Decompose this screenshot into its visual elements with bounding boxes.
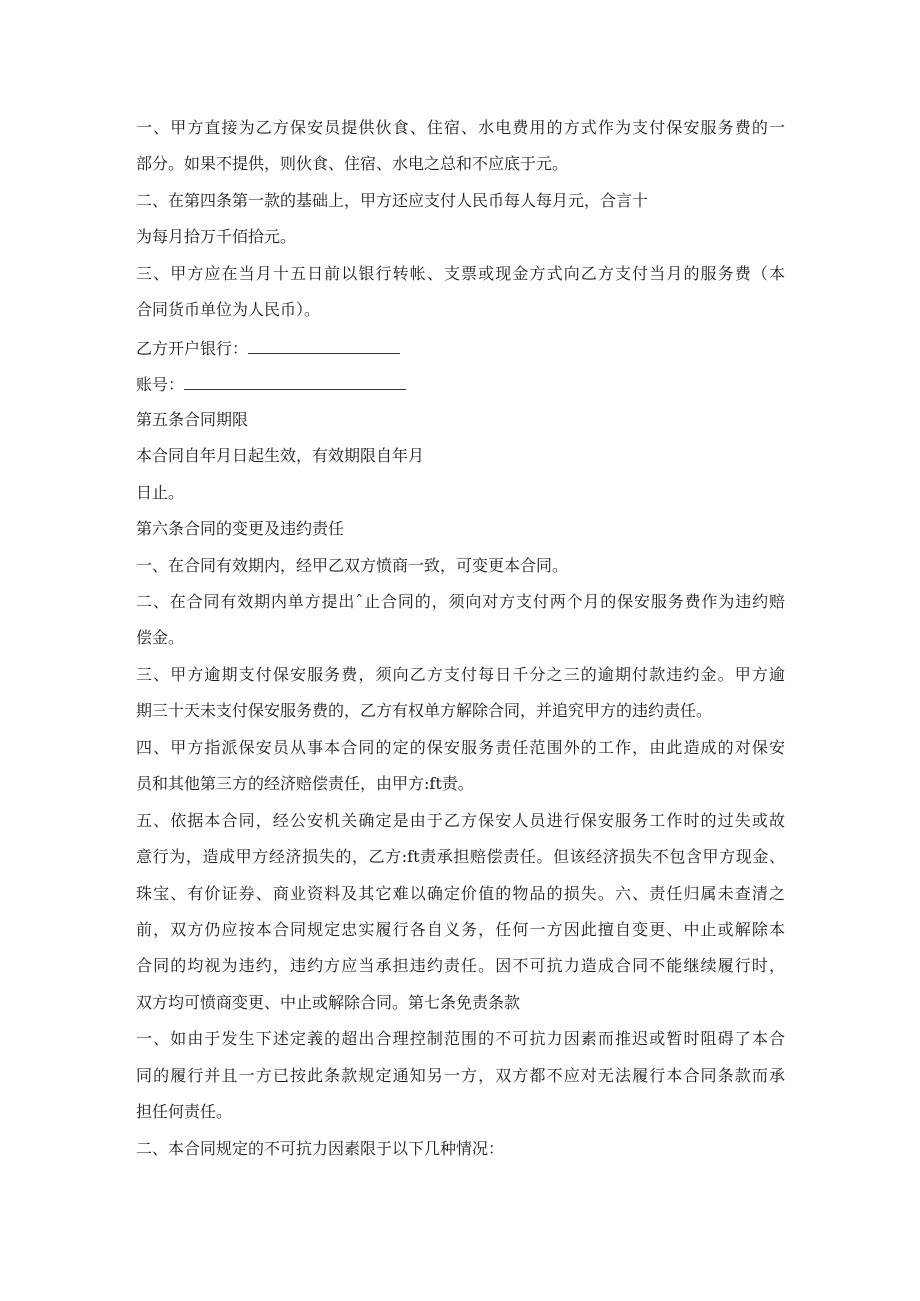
paragraph-line: 三、甲方逾期支付保安服务费，须向乙方支付每日千分之三的逾期付款违约金。甲方逾 (136, 665, 785, 684)
bank-field (136, 337, 400, 359)
paragraph-line: 一、在合同有效期内，经甲乙双方愤商一致，可变更本合同。 (136, 556, 569, 575)
paragraph-line: 一、甲方直接为乙方保安员提供伙食、住宿、水电费用的方式作为支付保安服务费的一 (136, 118, 785, 137)
paragraph-line: 同的履行并且一方已按此条款规定通知另一方，双方都不应对无法履行本合同条款而承 (136, 1066, 785, 1085)
bank-label: 乙方开户银行： (136, 339, 249, 358)
account-blank-line (184, 373, 406, 390)
paragraph-line: 珠宝、有价证券、商业资料及其它难以确定价值的物品的损失。六、责任归属未查清之 (136, 884, 785, 903)
paragraph-line: 前，双方仍应按本合同规定忠实履行各自义务，任何一方因此擅自变更、中止或解除本 (136, 920, 785, 939)
paragraph-line: 二、本合同规定的不可抗力因素限于以下几种情况： (136, 1139, 505, 1158)
paragraph-line: 一、如由于发生下述定義的超出合理控制范围的不可抗力因素而推迟或暂时阻碍了本合 (136, 1029, 785, 1048)
paragraph-line: 五、依据本合同，经公安机关确定是由于乙方保安人员进行保安服务工作时的过失或故 (136, 811, 785, 830)
paragraph-line: 偿金。 (136, 628, 185, 647)
paragraph-line: 双方均可愤商变更、中止或解除合同。第七条免责条款 (136, 993, 521, 1012)
paragraph-line: 合同货币单位为人民币）。 (136, 300, 321, 319)
bank-blank-line (248, 337, 400, 354)
paragraph-line: 为每月拾万千佰拾元。 (136, 227, 297, 246)
paragraph-line: 担任何责任。 (136, 1102, 233, 1121)
account-label: 账号： (136, 375, 185, 394)
paragraph-line: 部分。如果不提供，则伙食、住宿、水电之总和不应底于元。 (136, 154, 569, 173)
paragraph-line: 二、在第四条第一款的基础上，甲方还应支付人民币每人每月元，合言十 (136, 191, 649, 210)
paragraph-line: 四、甲方指派保安员从事本合同的定的保安服务责任范围外的工作，由此造成的对保安 (136, 738, 785, 757)
section-heading: 第六条合同的变更及违约责任 (136, 519, 345, 538)
section-heading: 第五条合同期限 (136, 410, 249, 429)
account-field (136, 373, 406, 395)
paragraph-line: 本合同自年月日起生效，有效期限自年月 (136, 446, 425, 465)
paragraph-line: 合同的均视为违约，违约方应当承担违约责任。因不可抗力造成合同不能继续履行时， (136, 956, 785, 975)
paragraph-line: 二、在合同有效期内单方提出ˆ止合同的，须向对方支付两个月的保安服务费作为违约赔 (136, 592, 785, 611)
paragraph-line: 三、甲方应在当月十五日前以银行转帐、支票或现金方式向乙方支付当月的服务费（本 (136, 264, 785, 283)
paragraph-line: 日止。 (136, 483, 185, 502)
paragraph-line: 期三十天未支付保安服务费的，乙方有权单方解除合同，并追究甲方的违约责任。 (136, 701, 713, 720)
paragraph-line: 员和其他第三方的经济赔偿责任，由甲方:ft责。 (136, 774, 474, 793)
paragraph-line: 意行为，造成甲方经济损失的，乙方:ft责承担赔偿责任。但该经济损失不包含甲方现金、 (136, 847, 785, 866)
